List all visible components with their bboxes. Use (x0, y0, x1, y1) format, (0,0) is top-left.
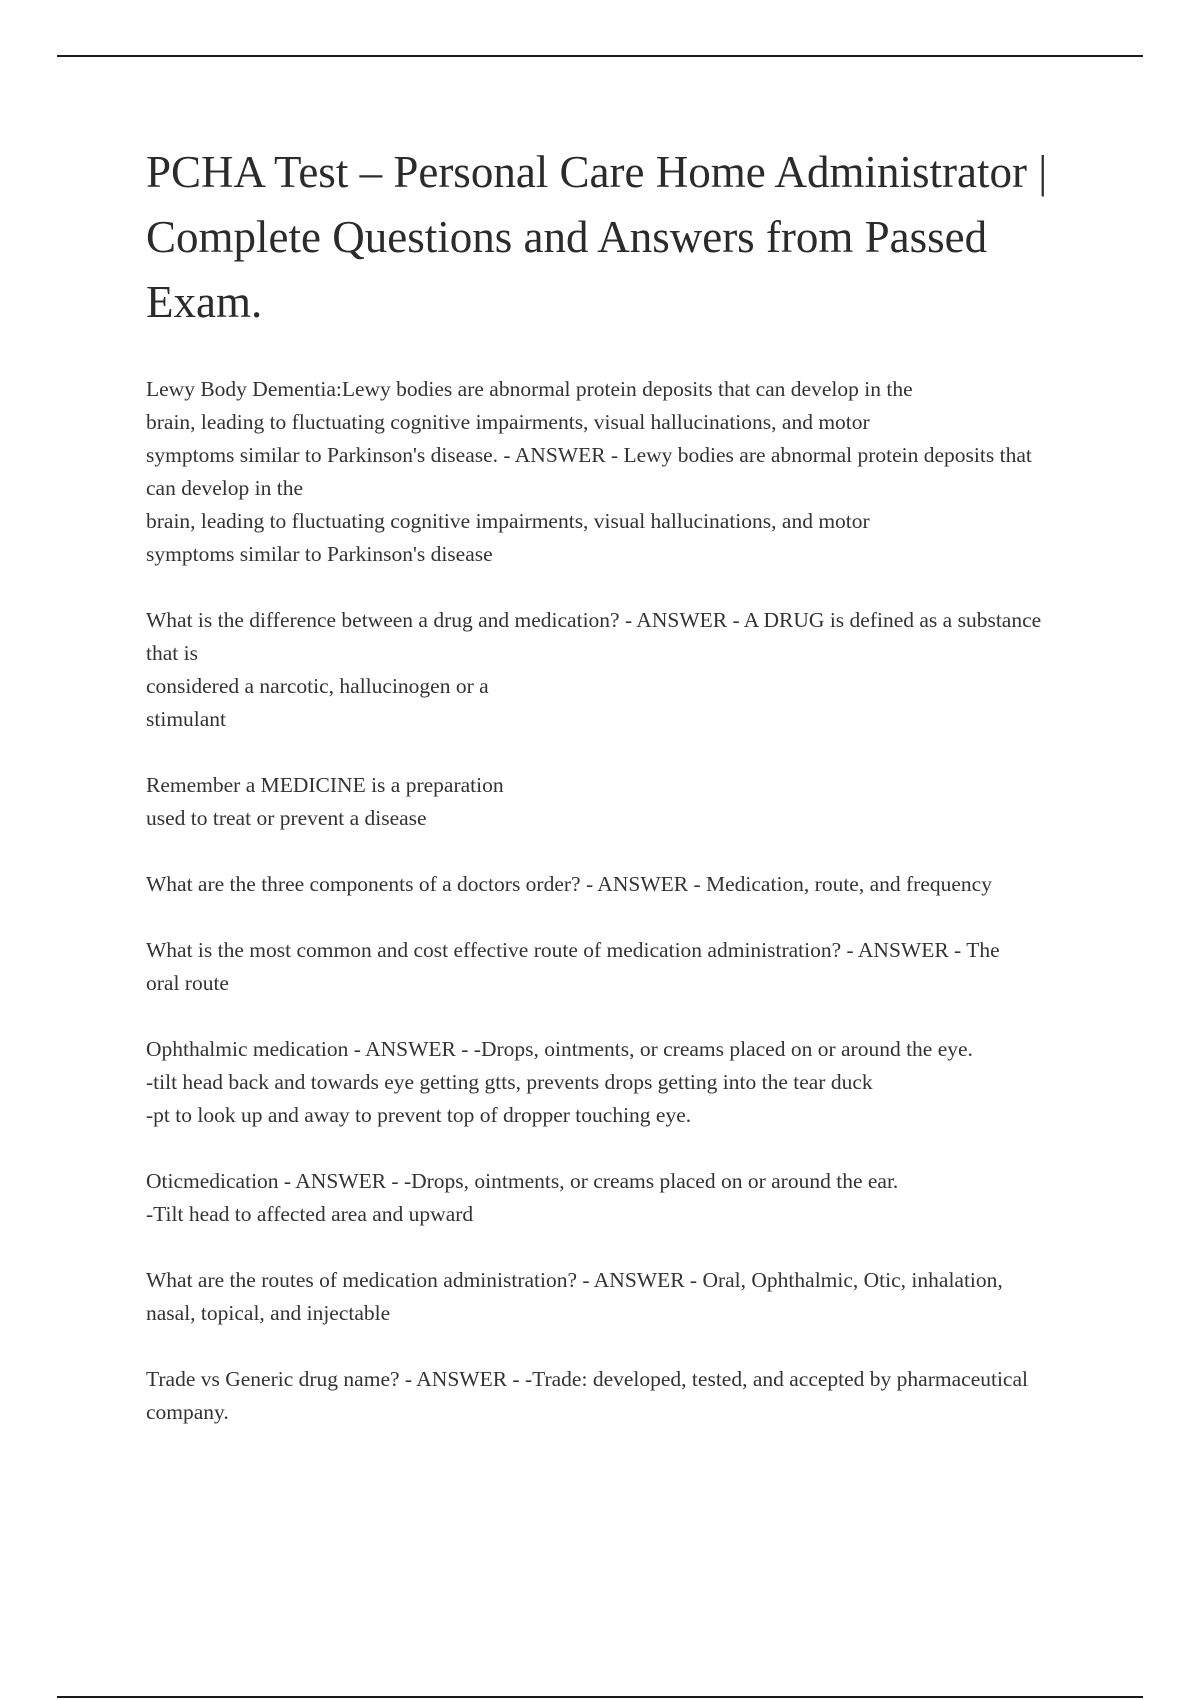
header-rule (57, 55, 1143, 57)
text-line: -Tilt head to affected area and upward (146, 1202, 474, 1226)
text-line: that is (146, 641, 198, 665)
text-line: Lewy Body Dementia:Lewy bodies are abnormal protein deposits that can develop in the (146, 377, 913, 401)
qa-paragraph-ophthalmic (146, 1033, 1096, 1132)
text-line: can develop in the (146, 476, 304, 500)
text-line: Trade vs Generic drug name? - ANSWER - -Trade: developed, tested, and accepted by pharmaceutical (146, 1367, 1028, 1391)
text-line: Oticmedication - ANSWER - -Drops, ointments, or creams placed on or around the ear. (146, 1169, 899, 1193)
text-line: Remember a MEDICINE is a preparation (146, 773, 504, 797)
qa-paragraph-common-route (146, 934, 1096, 1000)
text-line: What are the three components of a doctors order? - ANSWER - Medication, route, and frequency (146, 872, 992, 896)
qa-paragraph-trade-vs-generic (146, 1363, 1096, 1429)
qa-paragraph-routes (146, 1264, 1096, 1330)
text-line: brain, leading to fluctuating cognitive impairments, visual hallucinations, and motor (146, 410, 870, 434)
text-line: brain, leading to fluctuating cognitive impairments, visual hallucinations, and motor (146, 509, 870, 533)
qa-paragraph-lewy-body (146, 373, 1096, 571)
text-line: What are the routes of medication administration? - ANSWER - Oral, Ophthalmic, Otic, inhalation, (146, 1268, 1003, 1292)
text-line: -tilt head back and towards eye getting gtts, prevents drops getting into the tear duck (146, 1070, 873, 1094)
text-line: What is the most common and cost effective route of medication administration? - ANSWER - The (146, 938, 1000, 962)
text-line: symptoms similar to Parkinson's disease. - ANSWER - Lewy bodies are abnormal protein deposits that (146, 443, 1032, 467)
text-line: used to treat or prevent a disease (146, 806, 427, 830)
title-line: Complete Questions and Answers from Passed (146, 212, 988, 262)
text-line: symptoms similar to Parkinson's disease (146, 542, 493, 566)
qa-paragraph-doctors-order (146, 868, 1096, 901)
text-line: nasal, topical, and injectable (146, 1301, 391, 1325)
text-line: What is the difference between a drug and medication? - ANSWER - A DRUG is defined as a substance (146, 608, 1042, 632)
text-line: Ophthalmic medication - ANSWER - -Drops, ointments, or creams placed on or around the eye. (146, 1037, 973, 1061)
footer-rule (57, 1696, 1143, 1698)
text-line: oral route (146, 971, 229, 995)
text-line: stimulant (146, 707, 227, 731)
text-line: considered a narcotic, hallucinogen or a (146, 674, 489, 698)
document-body (146, 373, 1096, 1462)
title-line: PCHA Test – Personal Care Home Administrator | (146, 147, 1048, 197)
qa-paragraph-medicine-definition (146, 769, 1096, 835)
text-line: -pt to look up and away to prevent top of dropper touching eye. (146, 1103, 692, 1127)
text-line: company. (146, 1400, 229, 1424)
page-title (146, 140, 1106, 335)
title-line: Exam. (146, 277, 263, 327)
qa-paragraph-drug-vs-medication (146, 604, 1096, 736)
qa-paragraph-otic (146, 1165, 1096, 1231)
